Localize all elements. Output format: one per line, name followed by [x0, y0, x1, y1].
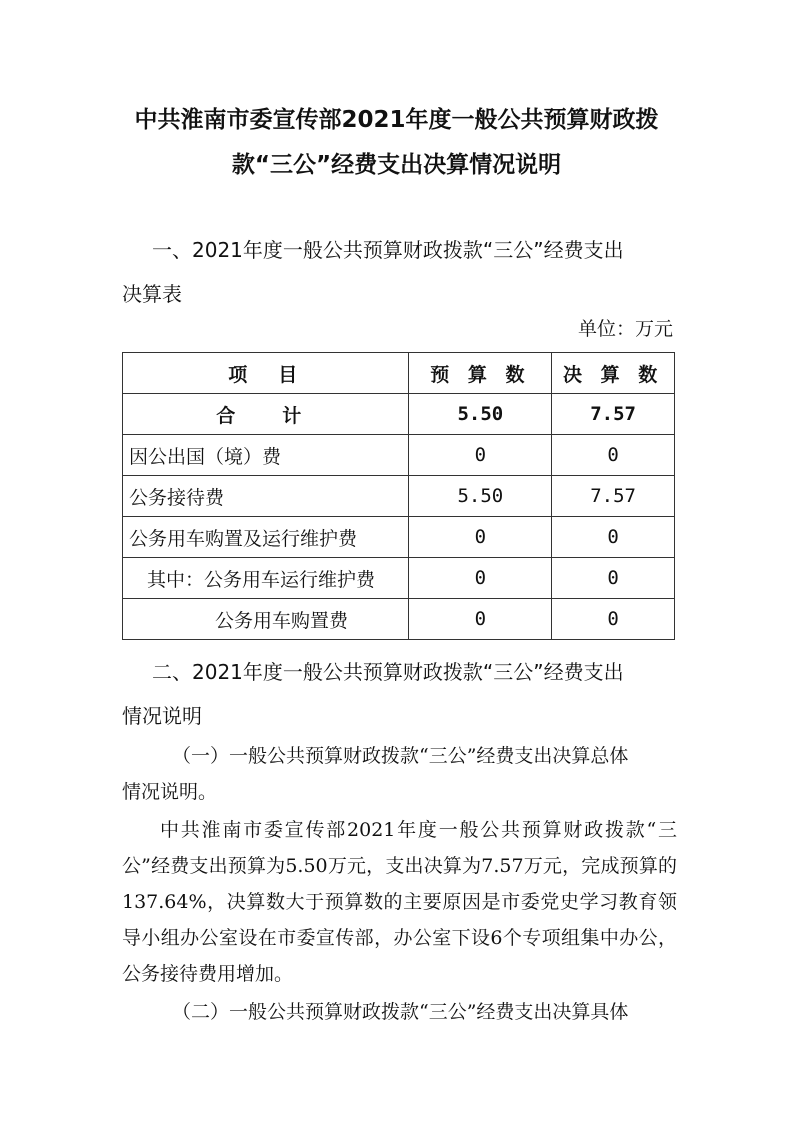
row-actual: 0 [552, 435, 675, 476]
row-actual: 0 [552, 558, 675, 599]
row-item: 合 计 [123, 394, 409, 435]
row-actual: 0 [552, 599, 675, 640]
row-item: 其中：公务用车运行维护费 [123, 558, 409, 599]
table-header-row [123, 353, 675, 394]
table-row [123, 476, 675, 517]
subsection-2-heading [122, 994, 677, 1030]
section-2-heading-line-1: 二、2021年度一般公共预算财政拨款“三公”经费支出 [152, 660, 624, 684]
subsection-1-line-1: （一）一般公共预算财政拨款“三公”经费支出决算总体 [172, 745, 629, 767]
header-budget: 预 算 数 [409, 353, 552, 394]
table-row [123, 435, 675, 476]
document-title [90, 98, 703, 188]
row-actual: 0 [552, 517, 675, 558]
header-item: 项 目 [123, 353, 409, 394]
header-actual: 决 算 数 [552, 353, 675, 394]
table-row [123, 558, 675, 599]
row-actual: 7.57 [552, 394, 675, 435]
section-1-heading-line-1: 一、2021年度一般公共预算财政拨款“三公”经费支出 [152, 238, 624, 262]
expenditure-table [122, 352, 675, 640]
row-item: 公务用车购置费 [123, 599, 409, 640]
table-row [123, 599, 675, 640]
row-budget: 0 [409, 558, 552, 599]
row-budget: 0 [409, 599, 552, 640]
section-2-heading-line-2: 情况说明 [122, 704, 202, 728]
table-row [123, 517, 675, 558]
row-budget: 5.50 [409, 476, 552, 517]
row-item: 公务接待费 [123, 476, 409, 517]
title-line-2: 款“三公”经费支出决算情况说明 [231, 152, 562, 178]
row-budget: 5.50 [409, 394, 552, 435]
section-1-heading [122, 228, 682, 316]
row-item: 因公出国（境）费 [123, 435, 409, 476]
section-2-heading [122, 650, 682, 738]
subsection-2-line-1: （二）一般公共预算财政拨款“三公”经费支出决算具体 [172, 1001, 629, 1023]
row-budget: 0 [409, 517, 552, 558]
table-row-total [123, 394, 675, 435]
unit-label: 单位：万元 [577, 318, 673, 340]
subsection-1-line-2: 情况说明。 [122, 781, 218, 803]
subsection-1-heading [122, 738, 677, 810]
body-paragraph: 中共淮南市委宣传部2021年度一般公共预算财政拨款“三公”经费支出预算为5.50万元，支出决算为7.57万元，完成预算的137.64%，决算数大于预算数的主要原因是市委党史学习教育领导小组办公室设在市委宣传部，办公室下设6个专项组集中办公，公务接待费用增加。 [122, 819, 677, 985]
section-1-heading-line-2: 决算表 [122, 282, 182, 306]
row-actual: 7.57 [552, 476, 675, 517]
row-budget: 0 [409, 435, 552, 476]
row-item: 公务用车购置及运行维护费 [123, 517, 409, 558]
title-line-1: 中共淮南市委宣传部2021年度一般公共预算财政拨 [134, 107, 659, 133]
